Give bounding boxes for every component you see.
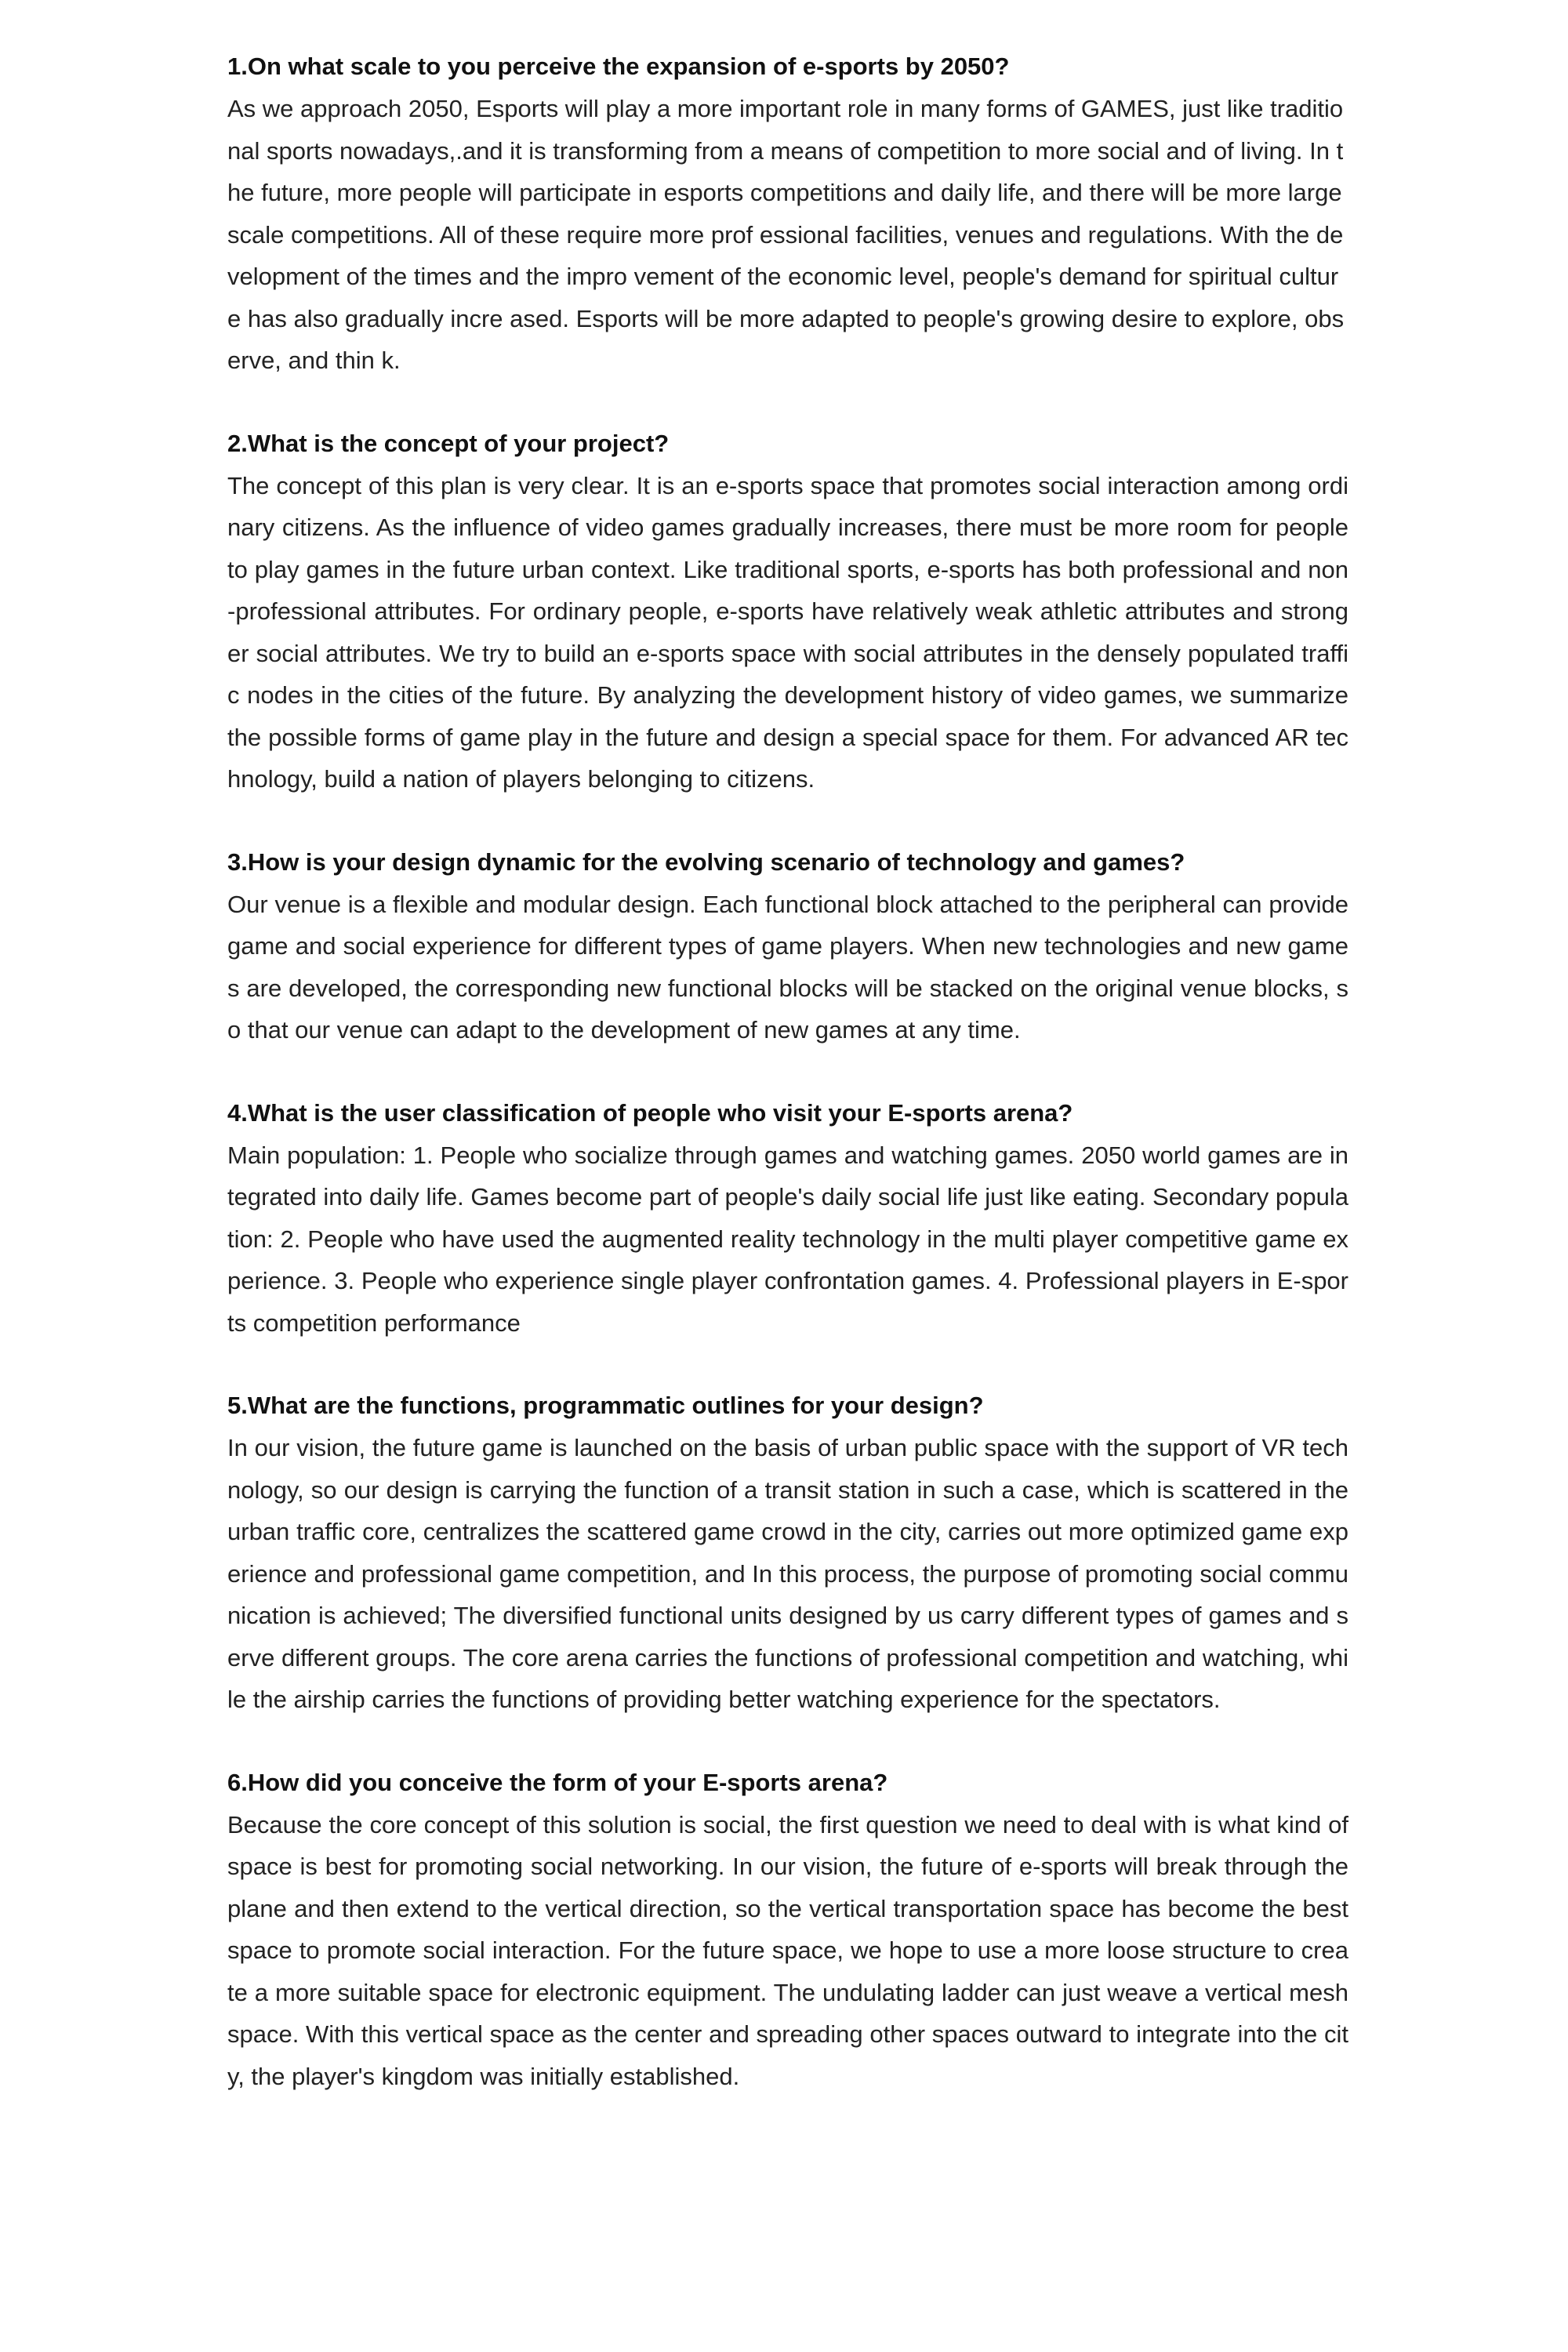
answer-paragraph: As we approach 2050, Esports will play a more important role in many forms of GAMES, just like traditional sports nowadays,.and it is transforming from a means of competition to more social and of living. In the future, more people will participate in esports competitions and daily life, and there will be more largescale competitions. All of these require more prof essional facilities, venues and regulations. With the development of the times and the impro vement of the economic level, people's demand for spiritual culture has also gradually incre ased. Esports will be more adapted to people's growing desire to explore, observe, and thin k. bbox=[227, 95, 1345, 374]
answer-paragraph: Our venue is a flexible and modular design. Each functional block attached to the peripheral can provide game and social experience for different types of game players. When new technologies and new games are developed, the corresponding new functional blocks will be stacked on the original venue blocks, so that our venue can adapt to the development of new games at any time. bbox=[227, 890, 1348, 1044]
answer-paragraph: In our vision, the future game is launched on the basis of urban public space with the support of VR technology, so our design is carrying the function of a transit station in such a case, which is scattered in the urban traffic core, centralizes the scattered game crowd in the city, carries out more optimized game experience and professional game competition, and In this process, the purpose of promoting social communication is achieved; The diversified functional units designed by us carry different types of games and serve different groups. The core arena carries the functions of professional competition and watching, while the airship carries the functions of providing better watching experience for the spectators. bbox=[227, 1434, 1348, 1713]
qa-section-4 bbox=[227, 1092, 1348, 1345]
qa-section-2 bbox=[227, 423, 1348, 800]
question-heading: 6.How did you conceive the form of your E-sports arena? bbox=[227, 1768, 888, 1796]
question-heading: 5.What are the functions, programmatic outlines for your design? bbox=[227, 1392, 984, 1419]
qa-section-5 bbox=[227, 1385, 1348, 1721]
qa-section-1 bbox=[227, 45, 1348, 382]
answer-paragraph: The concept of this plan is very clear. It is an e-sports space that promotes social interaction among ordinary citizens. As the influence of video games gradually increases, there must be more room for people to play games in the future urban context. Like traditional sports, e-sports has both professional and non-professional attributes. For ordinary people, e-sports have relatively weak athletic attributes and stronger social attributes. We try to build an e-sports space with social attributes in the densely populated traffic nodes in the cities of the future. By analyzing the development history of video games, we summarize the possible forms of game play in the future and design a special space for them. For advanced AR technology, build a nation of players belonging to citizens. bbox=[227, 471, 1348, 793]
question-heading: 2.What is the concept of your project? bbox=[227, 429, 670, 457]
question-heading: 1.On what scale to you perceive the expansion of e-sports by 2050? bbox=[227, 53, 1010, 80]
qa-section-3 bbox=[227, 841, 1348, 1051]
qa-section-6 bbox=[227, 1762, 1348, 2098]
question-heading: 3.How is your design dynamic for the evolving scenario of technology and games? bbox=[227, 848, 1185, 876]
document-page bbox=[227, 45, 1348, 2138]
answer-paragraph: Because the core concept of this solution is social, the first question we need to deal with is what kind of space is best for promoting social networking. In our vision, the future of e-sports will break through the plane and then extend to the vertical direction, so the vertical transportation space has become the best space to promote social interaction. For the future space, we hope to use a more loose structure to create a more suitable space for electronic equipment. The undulating ladder can just weave a vertical mesh space. With this vertical space as the center and spreading other spaces outward to integrate into the city, the player's kingdom was initially established. bbox=[227, 1810, 1348, 2090]
question-heading: 4.What is the user classification of people who visit your E-sports arena? bbox=[227, 1098, 1073, 1127]
answer-paragraph: Main population: 1. People who socialize through games and watching games. 2050 world games are integrated into daily life. Games become part of people's daily social life just like eating. Secondary population: 2. People who have used the augmented reality technology in the multi player competitive game experience. 3. People who experience single player confrontation games. 4. Professional players in E-sports competition performance bbox=[227, 1141, 1348, 1337]
